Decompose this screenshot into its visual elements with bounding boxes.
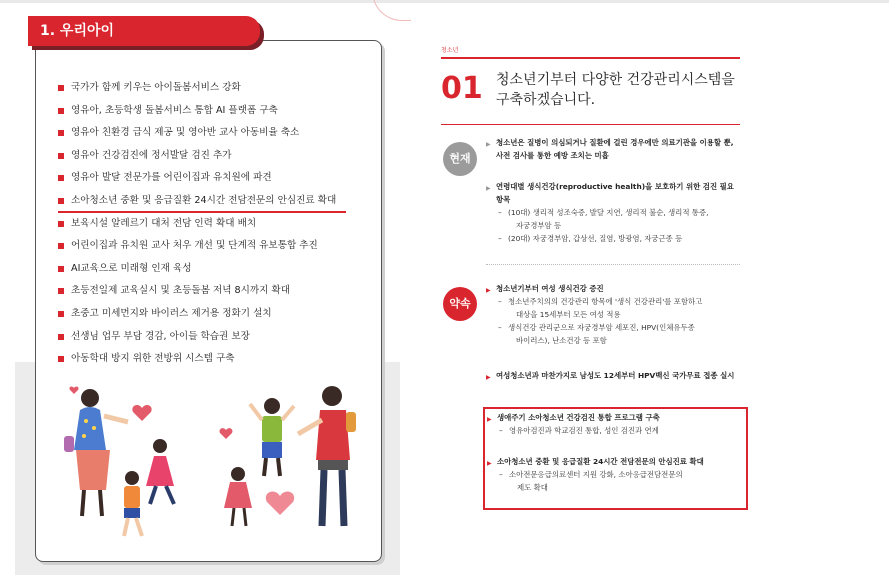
triangle-bullet-icon: ▶ xyxy=(486,287,491,294)
bullet-square-icon xyxy=(58,85,64,91)
decorative-curve xyxy=(372,0,411,21)
highlight-underline xyxy=(58,211,346,213)
triangle-bullet-icon: ▶ xyxy=(486,374,491,381)
list-item: 선생님 업무 부담 경감, 아이들 학습권 보장 xyxy=(58,329,336,352)
section-divider xyxy=(486,264,740,265)
mother-figure xyxy=(64,389,128,516)
bullet-square-icon xyxy=(58,153,64,159)
list-item-highlighted: 소아청소년 중환 및 응급질환 24시간 전담전문의 안심진료 확대 xyxy=(58,193,336,216)
heart-icon xyxy=(266,492,294,515)
bullet-square-icon xyxy=(58,130,64,136)
bullet-square-icon xyxy=(58,334,64,340)
current-block-2: ▶ 연령대별 생식건강(reproductive health)을 보호하기 위한 검진 필요항목 – (10대) 생리적 성조숙증, 발달 지연, 생리적 불순, 생리적 통증, 자궁경부암 등 – (20대) 자궁경부암, 갑상선, 질염, 방광염, 자궁근종 등 xyxy=(486,182,734,243)
promise-block-2: ▶ 여성청소년과 마찬가지로 남성도 12세부터 HPV백신 국가무료 접종 실시 xyxy=(486,369,740,382)
promise-block-3: ▶ 생애주기 소아청소년 건강검진 통합 프로그램 구축 – 영유아검진과 학교검진 통합, 성인 검진과 연계 xyxy=(487,413,660,435)
header-rule xyxy=(441,57,740,59)
bullet-square-icon xyxy=(58,288,64,294)
promise-badge: 약속 xyxy=(443,287,477,321)
father-figure xyxy=(298,386,356,526)
heart-icon xyxy=(220,428,233,439)
bullet-square-icon xyxy=(58,108,64,114)
heart-icon xyxy=(69,387,78,394)
list-item: 초등전일제 교육실시 및 초등돌봄 저녁 8시까지 확대 xyxy=(58,283,336,306)
list-item: 영유아 친환경 급식 제공 및 영아반 교사 아동비율 축소 xyxy=(58,125,336,148)
current-status-badge: 현재 xyxy=(443,142,477,176)
triangle-bullet-icon: ▶ xyxy=(487,460,492,467)
bullet-square-icon xyxy=(58,356,64,362)
pledge-list xyxy=(58,80,336,374)
bullet-square-icon xyxy=(58,221,64,227)
list-item: 아동학대 방지 위한 전방위 시스템 구축 xyxy=(58,351,336,374)
promise-block-1: ▶ 청소년기부터 여성 생식건강 증진 – 청소년주치의의 건강관리 항목에 '생식 건강관리'를 포함하고 대상을 15세부터 모든 여성 적용 – 생식건강 관리군으로 자궁경부암 세포진, HPV(인체유두종 바이러스), 난소건강 등 포함 xyxy=(486,284,703,345)
bullet-square-icon xyxy=(58,243,64,249)
toddler-figure xyxy=(224,467,252,526)
list-item: 보육시설 알레르기 대처 전담 인력 확대 배치 xyxy=(58,216,336,239)
top-border xyxy=(0,0,889,3)
bullet-square-icon xyxy=(58,175,64,181)
list-item: 국가가 함께 키우는 아이돌봄서비스 강화 xyxy=(58,80,336,103)
family-illustration xyxy=(50,376,370,546)
triangle-bullet-icon: ▶ xyxy=(486,185,491,192)
bullet-square-icon xyxy=(58,311,64,317)
title-rule xyxy=(441,124,740,125)
list-item: 영유아, 초등학생 돌봄서비스 통합 AI 플랫폼 구축 xyxy=(58,103,336,126)
list-item: 어린이집과 유치원 교사 처우 개선 및 단계적 유보통합 추진 xyxy=(58,238,336,261)
girl-figure xyxy=(146,439,174,504)
section-badge: 1. 우리아이 xyxy=(28,16,260,46)
triangle-bullet-icon: ▶ xyxy=(486,141,491,148)
heart-icon xyxy=(132,405,151,421)
boy-green-figure xyxy=(250,398,294,476)
list-item: 영유아 발달 전문가를 어린이집과 유치원에 파견 xyxy=(58,170,336,193)
list-item: 영유아 건강검진에 정서발달 검진 추가 xyxy=(58,148,336,171)
list-item: 초중고 미세먼지와 바이러스 제거용 정화기 설치 xyxy=(58,306,336,329)
promise-block-4: ▶ 소아청소년 중환 및 응급질환 24시간 전담전문의 안심진료 확대 – 소아전문응급의료센터 지원 강화, 소아응급전담전문의 제도 확대 xyxy=(487,457,704,492)
bullet-square-icon xyxy=(58,198,64,204)
boy-figure xyxy=(124,471,142,536)
pledge-title: 청소년기부터 다양한 건강관리시스템을 구축하겠습니다. xyxy=(496,72,735,108)
current-block-1: ▶ 청소년은 질병이 의심되거나 질환에 걸린 경우에만 의료기관을 이용할 뿐, 사전 검사를 통한 예방 조치는 미흡 xyxy=(486,138,734,160)
triangle-bullet-icon: ▶ xyxy=(487,416,492,423)
pledge-number: 01 xyxy=(441,71,483,106)
section-label: 청소년 xyxy=(441,47,459,54)
bullet-square-icon xyxy=(58,266,64,272)
list-item: AI교육으로 미래형 인재 육성 xyxy=(58,261,336,284)
